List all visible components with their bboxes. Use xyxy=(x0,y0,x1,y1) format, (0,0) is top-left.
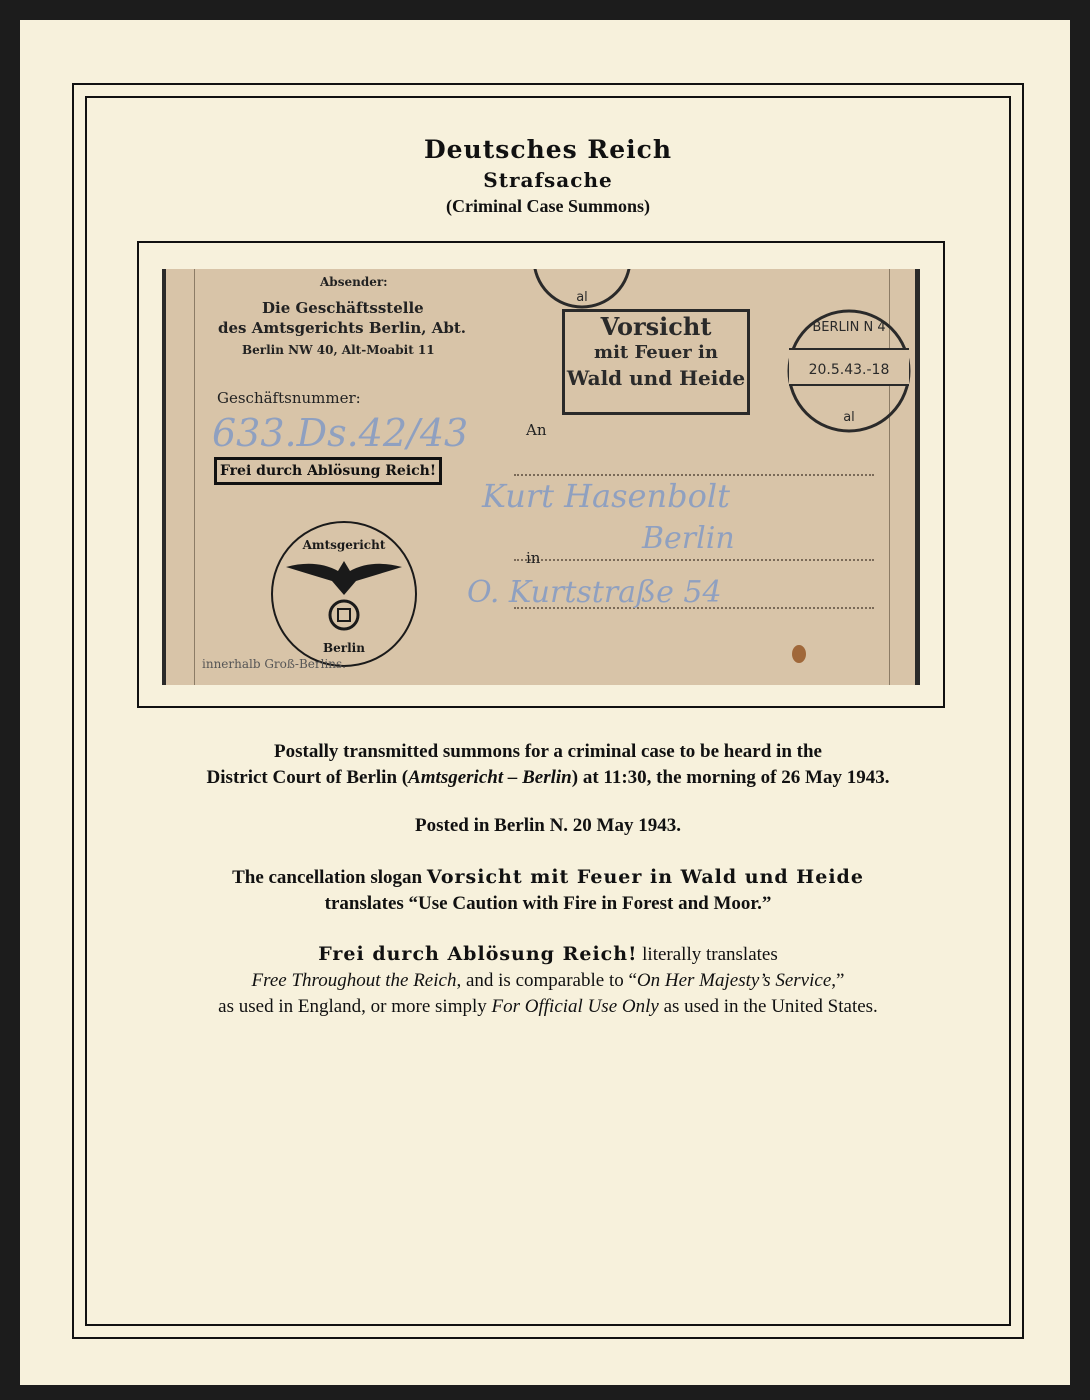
seal-bottom-text: Berlin xyxy=(323,641,365,655)
p4-text-c: ,” xyxy=(831,970,845,991)
description-p1-line2 xyxy=(87,765,1009,791)
address-line-1 xyxy=(514,474,874,476)
page-subtitle: Strafsache xyxy=(483,168,613,192)
partial-postmark-circle xyxy=(522,269,642,319)
postmark-date: 20.5.43.-18 xyxy=(808,362,890,378)
p4-italic-2: On Her Majesty’s Service xyxy=(636,970,832,991)
description-paragraph-3 xyxy=(87,864,1009,917)
sender-line3: Berlin NW 40, Alt-Moabit 11 xyxy=(242,343,435,357)
description-p3-line1 xyxy=(87,864,1009,891)
description-p4-line3 xyxy=(87,994,1009,1020)
outer-border xyxy=(72,83,1024,1339)
bottom-delivery-text: innerhalb Groß-Berlins. xyxy=(202,657,346,671)
description-paragraph-2: Posted in Berlin N. 20 May 1943. xyxy=(415,815,681,836)
in-label: in xyxy=(526,549,541,567)
svg-text:al: al xyxy=(576,290,588,305)
description-paragraph-4 xyxy=(87,941,1009,1020)
p4-text-b2: , and is comparable to “ xyxy=(456,970,637,991)
card-edge-left xyxy=(162,269,166,685)
p1-text-b: ) at 11:30, the morning of 26 May 1943. xyxy=(571,767,890,788)
p3-fraktur: Vorsicht mit Feuer in Wald und Heide xyxy=(426,866,864,888)
card-fold-left xyxy=(194,269,195,685)
p1-text-a: District Court of Berlin ( xyxy=(206,767,409,788)
p4-italic-1: Free Throughout the Reich xyxy=(251,970,457,991)
sender-line2: des Amtsgerichts Berlin, Abt. xyxy=(218,319,466,337)
description-p1-line1: Postally transmitted summons for a criminal case to be heard in the xyxy=(274,741,822,762)
description-paragraph-1 xyxy=(87,739,1009,791)
address-line-2 xyxy=(514,559,874,561)
slogan-line2: mit Feuer in xyxy=(594,342,718,363)
card-edge-right xyxy=(915,269,920,685)
p3-text-a: The cancellation slogan xyxy=(232,867,427,888)
p4-fraktur: Frei durch Ablösung Reich! xyxy=(318,943,638,965)
seal-top-text: Amtsgericht xyxy=(302,538,386,552)
postmark-city: BERLIN N 4 xyxy=(812,320,886,335)
p4-text-b3: as used in the United States. xyxy=(658,996,878,1017)
sender-line1: Die Geschäftsstelle xyxy=(262,299,424,317)
addressee-city: Berlin xyxy=(642,521,735,556)
slogan-line3: Wald und Heide xyxy=(566,366,746,390)
description-p3-line2: translates “Use Caution with Fire in Forest and Moor.” xyxy=(324,893,772,914)
page-subtitle-translation: (Criminal Case Summons) xyxy=(445,196,650,216)
sender-label: Absender: xyxy=(320,275,388,289)
p4-italic-3: For Official Use Only xyxy=(491,996,659,1017)
page-title: Deutsches Reich xyxy=(423,135,673,164)
p1-italic: Amtsgericht – Berlin xyxy=(408,767,572,788)
court-seal-eagle-icon xyxy=(256,519,432,669)
postal-card-image xyxy=(162,269,920,685)
slogan-line1: Vorsicht xyxy=(600,312,712,341)
p4-text-a3: as used in England, or more simply xyxy=(218,996,492,1017)
case-number-handwritten: 633.Ds.42/43 xyxy=(212,411,469,455)
cover-mount xyxy=(137,241,945,708)
stain-mark xyxy=(792,645,806,663)
postmark-code: al xyxy=(843,410,855,425)
description-p4-line1 xyxy=(87,941,1009,968)
description-p4-line2 xyxy=(87,968,1009,994)
addressee-name: Kurt Hasenbolt xyxy=(482,477,730,515)
album-page xyxy=(20,20,1070,1385)
inner-border xyxy=(85,96,1011,1326)
frei-durch-ablosung-label: Frei durch Ablösung Reich! xyxy=(214,457,442,485)
title-block xyxy=(87,134,1009,218)
an-label: An xyxy=(526,421,547,439)
addressee-street: O. Kurtstraße 54 xyxy=(467,575,722,610)
p4-text-b: literally translates xyxy=(637,944,778,965)
slogan-cancellation xyxy=(562,309,750,415)
berlin-postmark xyxy=(784,299,914,444)
case-number-label: Geschäftsnummer: xyxy=(217,389,361,407)
